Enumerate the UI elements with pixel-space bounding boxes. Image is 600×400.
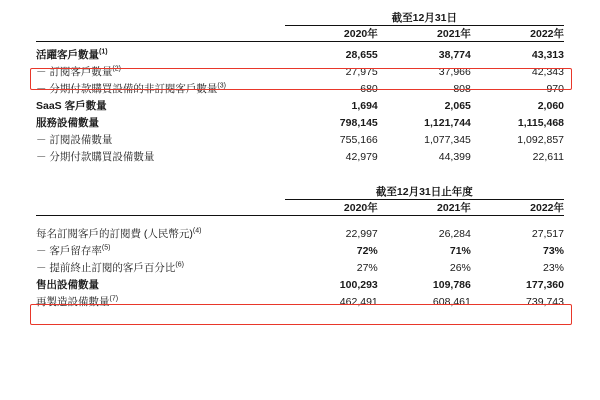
row-value-2022: 43,313: [531, 49, 564, 61]
row-value-2022: 22,611: [532, 151, 564, 163]
row-label: 再製造設備數量$^{(7)}$: [36, 295, 119, 308]
column-header-year-2022: 2022年: [530, 202, 564, 214]
table-row: [36, 260, 564, 277]
row-value-2020: 42,979: [345, 151, 378, 163]
row-label: － 訂閱客戶數量$^{(2)}$: [36, 65, 121, 78]
row-value-2021: 808: [453, 83, 471, 95]
section-divider-space: [36, 166, 564, 184]
row-label: － 提前終止訂閱的客戶百分比$^{(6)}$: [36, 261, 184, 274]
footnote-marker: (2): [112, 65, 121, 73]
row-value-2020: 755,166: [339, 134, 378, 146]
footnote-marker: (1): [99, 48, 108, 56]
row-value-2022: 970: [546, 83, 564, 95]
header-span-for-year-ended: 截至12月31日止年度: [285, 184, 564, 200]
row-value-2020: 680: [360, 83, 378, 95]
column-header-year-2020: 2020年: [343, 28, 378, 40]
row-value-2022: 73%: [542, 245, 564, 257]
row-value-2020: 1,694: [351, 100, 378, 112]
row-value-2021: 37,966: [438, 66, 471, 78]
row-value-2021: 109,786: [432, 279, 471, 291]
row-value-2020: 462,491: [339, 296, 378, 308]
column-header-year-2021: 2021年: [437, 28, 471, 40]
footnote-marker: (4): [192, 227, 202, 235]
row-value-2021: 608,461: [432, 296, 471, 308]
column-header-year-2021: 2021年: [437, 202, 471, 214]
table-as-of-dec-31: [36, 10, 564, 166]
row-value-2022: 23%: [542, 262, 564, 274]
header-empty-cell: [36, 184, 285, 200]
row-value-2021: 1,077,345: [424, 134, 471, 146]
table-header-span-row: [36, 184, 564, 200]
row-value-2020: 22,997: [345, 228, 378, 240]
row-value-2020: 27,975: [345, 66, 378, 78]
table-row: [36, 132, 564, 149]
header-span-as-of: 截至12月31日: [285, 10, 564, 26]
row-value-2021: 44,399: [438, 151, 471, 163]
column-header-year-2022: 2022年: [530, 28, 564, 40]
row-value-2020: 798,145: [339, 117, 378, 129]
table-row: [36, 243, 564, 260]
row-value-2020: 100,293: [339, 279, 378, 291]
row-value-2022: 27,517: [531, 228, 564, 240]
row-value-2022: 42,343: [531, 66, 564, 78]
row-value-2020: 72%: [356, 245, 378, 257]
row-label: SaaS 客戶數量: [36, 100, 107, 112]
row-value-2022: 2,060: [537, 100, 564, 112]
header-empty-cell-2: [36, 200, 285, 216]
row-value-2021: 71%: [449, 245, 471, 257]
row-label: － 訂閱設備數量: [36, 134, 113, 146]
row-value-2020: 28,655: [345, 49, 378, 61]
table-row: [36, 294, 564, 311]
row-value-2021: 26%: [449, 262, 471, 274]
table-row: [36, 64, 564, 81]
row-label: － 客戶留存率$^{(5)}$: [36, 244, 111, 257]
table-row: [36, 81, 564, 98]
table-row: [36, 98, 564, 115]
table-for-year-ended-dec-31: [36, 184, 564, 311]
row-value-2021: 1,121,744: [424, 117, 471, 129]
table-header-year-row: [36, 26, 564, 42]
row-label: － 分期付款購買設備的非訂閱客戶數量$^{(3)}$: [36, 82, 226, 95]
row-value-2022: 1,092,857: [517, 134, 564, 146]
header-empty-cell: [36, 10, 285, 26]
row-value-2021: 2,065: [444, 100, 471, 112]
column-header-year-2020: 2020年: [343, 202, 378, 214]
table-row: [36, 149, 564, 166]
table-row: [36, 47, 564, 64]
row-value-2022: 177,360: [526, 279, 564, 291]
footnote-marker: (7): [109, 295, 119, 303]
row-spacer: [36, 216, 564, 226]
row-value-2022: 739,743: [526, 296, 564, 308]
row-label: 售出設備數量: [36, 279, 99, 291]
row-label: 每名訂閱客戶的訂閱費 (人民幣元)$^{(4)}$: [36, 227, 202, 240]
table-header-span-row: [36, 10, 564, 26]
row-label: － 分期付款購買設備數量: [36, 151, 155, 163]
table-row: [36, 226, 564, 243]
row-label: 服務設備數量: [36, 117, 99, 129]
table-row: [36, 115, 564, 132]
row-value-2022: 1,115,468: [517, 117, 564, 129]
table-row: [36, 277, 564, 294]
table-header-year-row: [36, 200, 564, 216]
footnote-marker: (5): [101, 244, 111, 252]
footnote-marker: (6): [175, 261, 184, 269]
row-value-2021: 26,284: [438, 228, 471, 240]
row-value-2021: 38,774: [438, 49, 471, 61]
row-value-2020: 27%: [356, 262, 378, 274]
row-label: 活躍客戶數量$^{(1)}$: [36, 48, 108, 61]
footnote-marker: (3): [217, 82, 226, 90]
header-empty-cell-2: [36, 26, 285, 42]
